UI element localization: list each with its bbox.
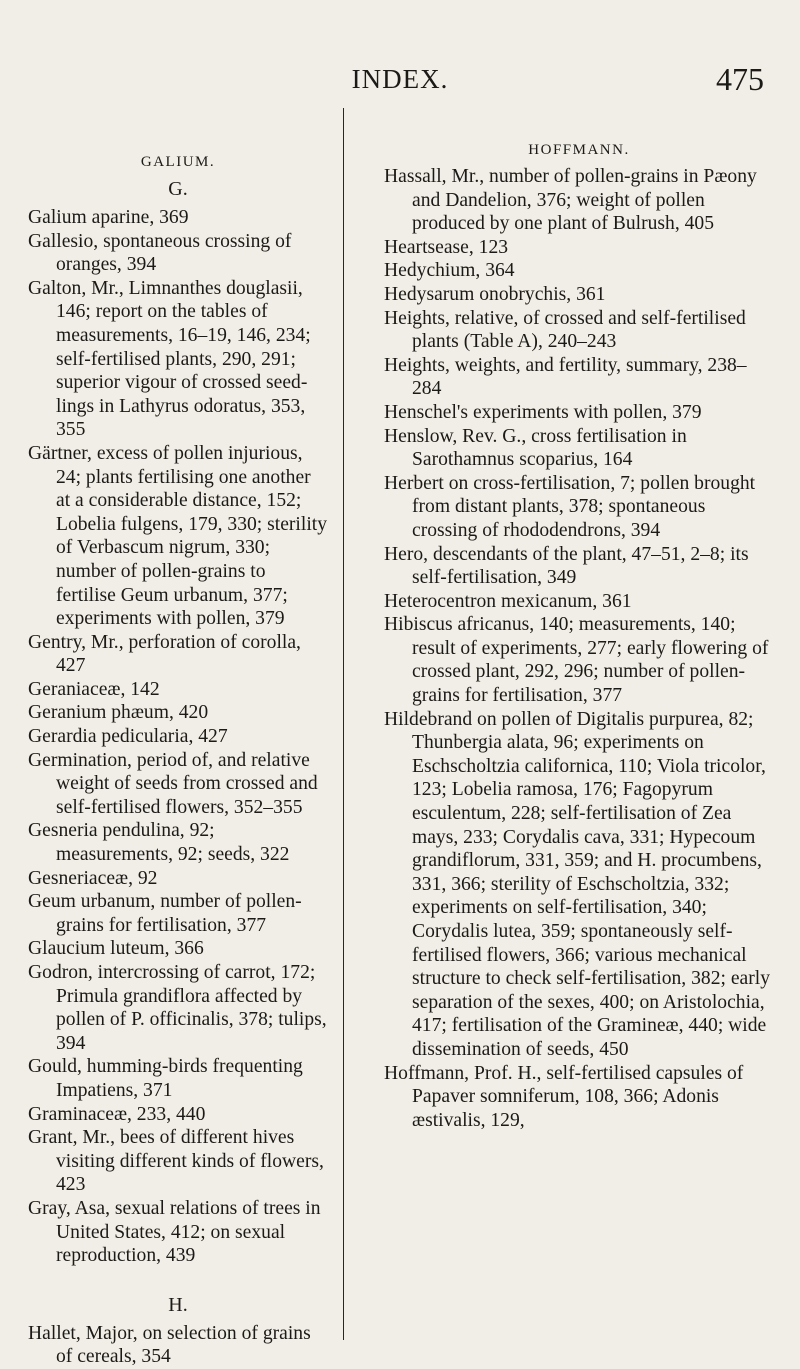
- index-entry: Galton, Mr., Limnanthes douglasii, 146; report on the tables of measurements, 16–19, 146, 234; self-fertilised plants, 290, 291; superior vigour of crossed seed-lings in Lathyrus odoratus, 353, 355: [28, 277, 311, 441]
- index-entry: Geraniaceæ, 142: [28, 678, 160, 700]
- index-entry: Hedysarum onobrychis, 361: [384, 283, 606, 305]
- index-entry: Gerardia pedicularia, 427: [28, 726, 228, 748]
- page-number: 475: [716, 61, 764, 97]
- left-running-head: GALIUM.: [140, 154, 216, 170]
- index-entry: Hero, descendants of the plant, 47–51, 2–8; its self-fertilisation, 349: [384, 543, 749, 589]
- index-entry: Hedychium, 364: [384, 260, 515, 282]
- index-entry: Geranium phæum, 420: [28, 702, 209, 724]
- index-entry: Heights, relative, of crossed and self-fertilised plants (Table A), 240–243: [384, 307, 746, 353]
- right-column: [384, 112, 774, 1132]
- page-title: INDEX.: [351, 64, 449, 94]
- index-entry: Graminaceæ, 233, 440: [28, 1103, 206, 1125]
- right-running-head: HOFFMANN.: [528, 142, 630, 158]
- index-section: [28, 178, 328, 1369]
- letter-heading-g: G.: [168, 178, 188, 200]
- index-entry: Gallesio, spontaneous crossing of oranges, 394: [28, 230, 292, 276]
- index-entry: Godron, intercrossing of carrot, 172; Primula grandiflora affected by pollen of P. officinalis, 378; tulips, 394: [28, 962, 327, 1054]
- index-entry: Gould, humming-birds frequenting Impatiens, 371: [28, 1056, 303, 1101]
- index-entry: Herbert on cross-fertilisation, 7; pollen brought from distant plants, 378; spontaneous crossing of rhododendrons, 394: [384, 472, 756, 541]
- index-entry: Gray, Asa, sexual relations of trees in United States, 412; on sexual reproduction, 439: [28, 1197, 321, 1267]
- index-entry: Hallet, Major, on selection of grains of cereals, 354: [28, 1322, 311, 1368]
- page-header: [0, 0, 800, 108]
- index-entry-list: [28, 1322, 328, 1369]
- index-entry-list: [28, 206, 328, 1268]
- index-entry: Henschel's experiments with pollen, 379: [384, 401, 702, 423]
- index-entry: Germination, period of, and relative weight of seeds from crossed and self-fertilised flowers, 352–355: [28, 749, 318, 818]
- index-entry: Gesneriaceæ, 92: [28, 867, 158, 889]
- index-entry: Hildebrand on pollen of Digitalis purpurea, 82; Thunbergia alata, 96; experiments on Eschscholtzia californica, 110; Viola tricolor, 123; Lobelia ramosa, 176; Fagopyrum esculentum, 228; self-fertilisation of Zea mays, 233; Corydalis cava, 331; Hypecoum grandiflorum, 331, 359; and H. procumbens, 331, 366; sterility of Eschscholtzia, 332; experiments on self-fertilisation, 340; Corydalis lutea, 359; spontaneously self-fertilised flowers, 366; various mechanical structure to check self-fertilisation, 382; early separation of the sexes, 400; on Aristolochia, 417; fertilisation of the Gramineæ, 440; wide dissemination of seeds, 450: [384, 708, 770, 1060]
- index-entry: Hoffmann, Prof. H., self-fertilised capsules of Papaver somniferum, 108, 366; Adonis æstivalis, 129,: [384, 1062, 744, 1131]
- index-entry: Hassall, Mr., number of pollen-grains in Pæony and Dandelion, 376; weight of pollen produced by one plant of Bulrush, 405: [384, 166, 757, 235]
- index-entry: Henslow, Rev. G., cross fertilisation in Sarothamnus scoparius, 164: [384, 425, 687, 471]
- index-entry: Gärtner, excess of pollen injurious, 24; plants fertilising one another at a considerable distance, 152; Lobelia fulgens, 179, 330; sterility of Verbascum nigrum, 330; number of pollen-grains to fertilise Geum urbanum, 377; experiments with pollen, 379: [28, 442, 328, 630]
- column-divider: [343, 108, 344, 1340]
- index-entry: Hibiscus africanus, 140; measurements, 140; result of experiments, 277; early flowering of crossed plant, 292, 296; number of pollen-grains for fertilisation, 377: [384, 614, 769, 707]
- index-entry: Grant, Mr., bees of different hives visiting different kinds of flowers, 423: [28, 1127, 324, 1196]
- index-entry: Heights, weights, and fertility, summary, 238–284: [384, 354, 747, 400]
- index-entry: Gentry, Mr., perforation of corolla, 427: [28, 631, 301, 677]
- index-entry: Heartsease, 123: [384, 236, 509, 258]
- left-column: [28, 112, 328, 1369]
- index-entry: Heterocentron mexicanum, 361: [384, 590, 632, 612]
- letter-heading-h: H.: [168, 1293, 188, 1316]
- index-entry-list: [384, 165, 774, 1132]
- index-entry: Geum urbanum, number of pollen-grains for fertilisation, 377: [28, 891, 302, 936]
- index-entry: Galium aparine, 369: [28, 207, 189, 228]
- index-entry: Glaucium luteum, 366: [28, 938, 204, 960]
- index-entry: Gesneria pendulina, 92; measurements, 92; seeds, 322: [28, 820, 290, 866]
